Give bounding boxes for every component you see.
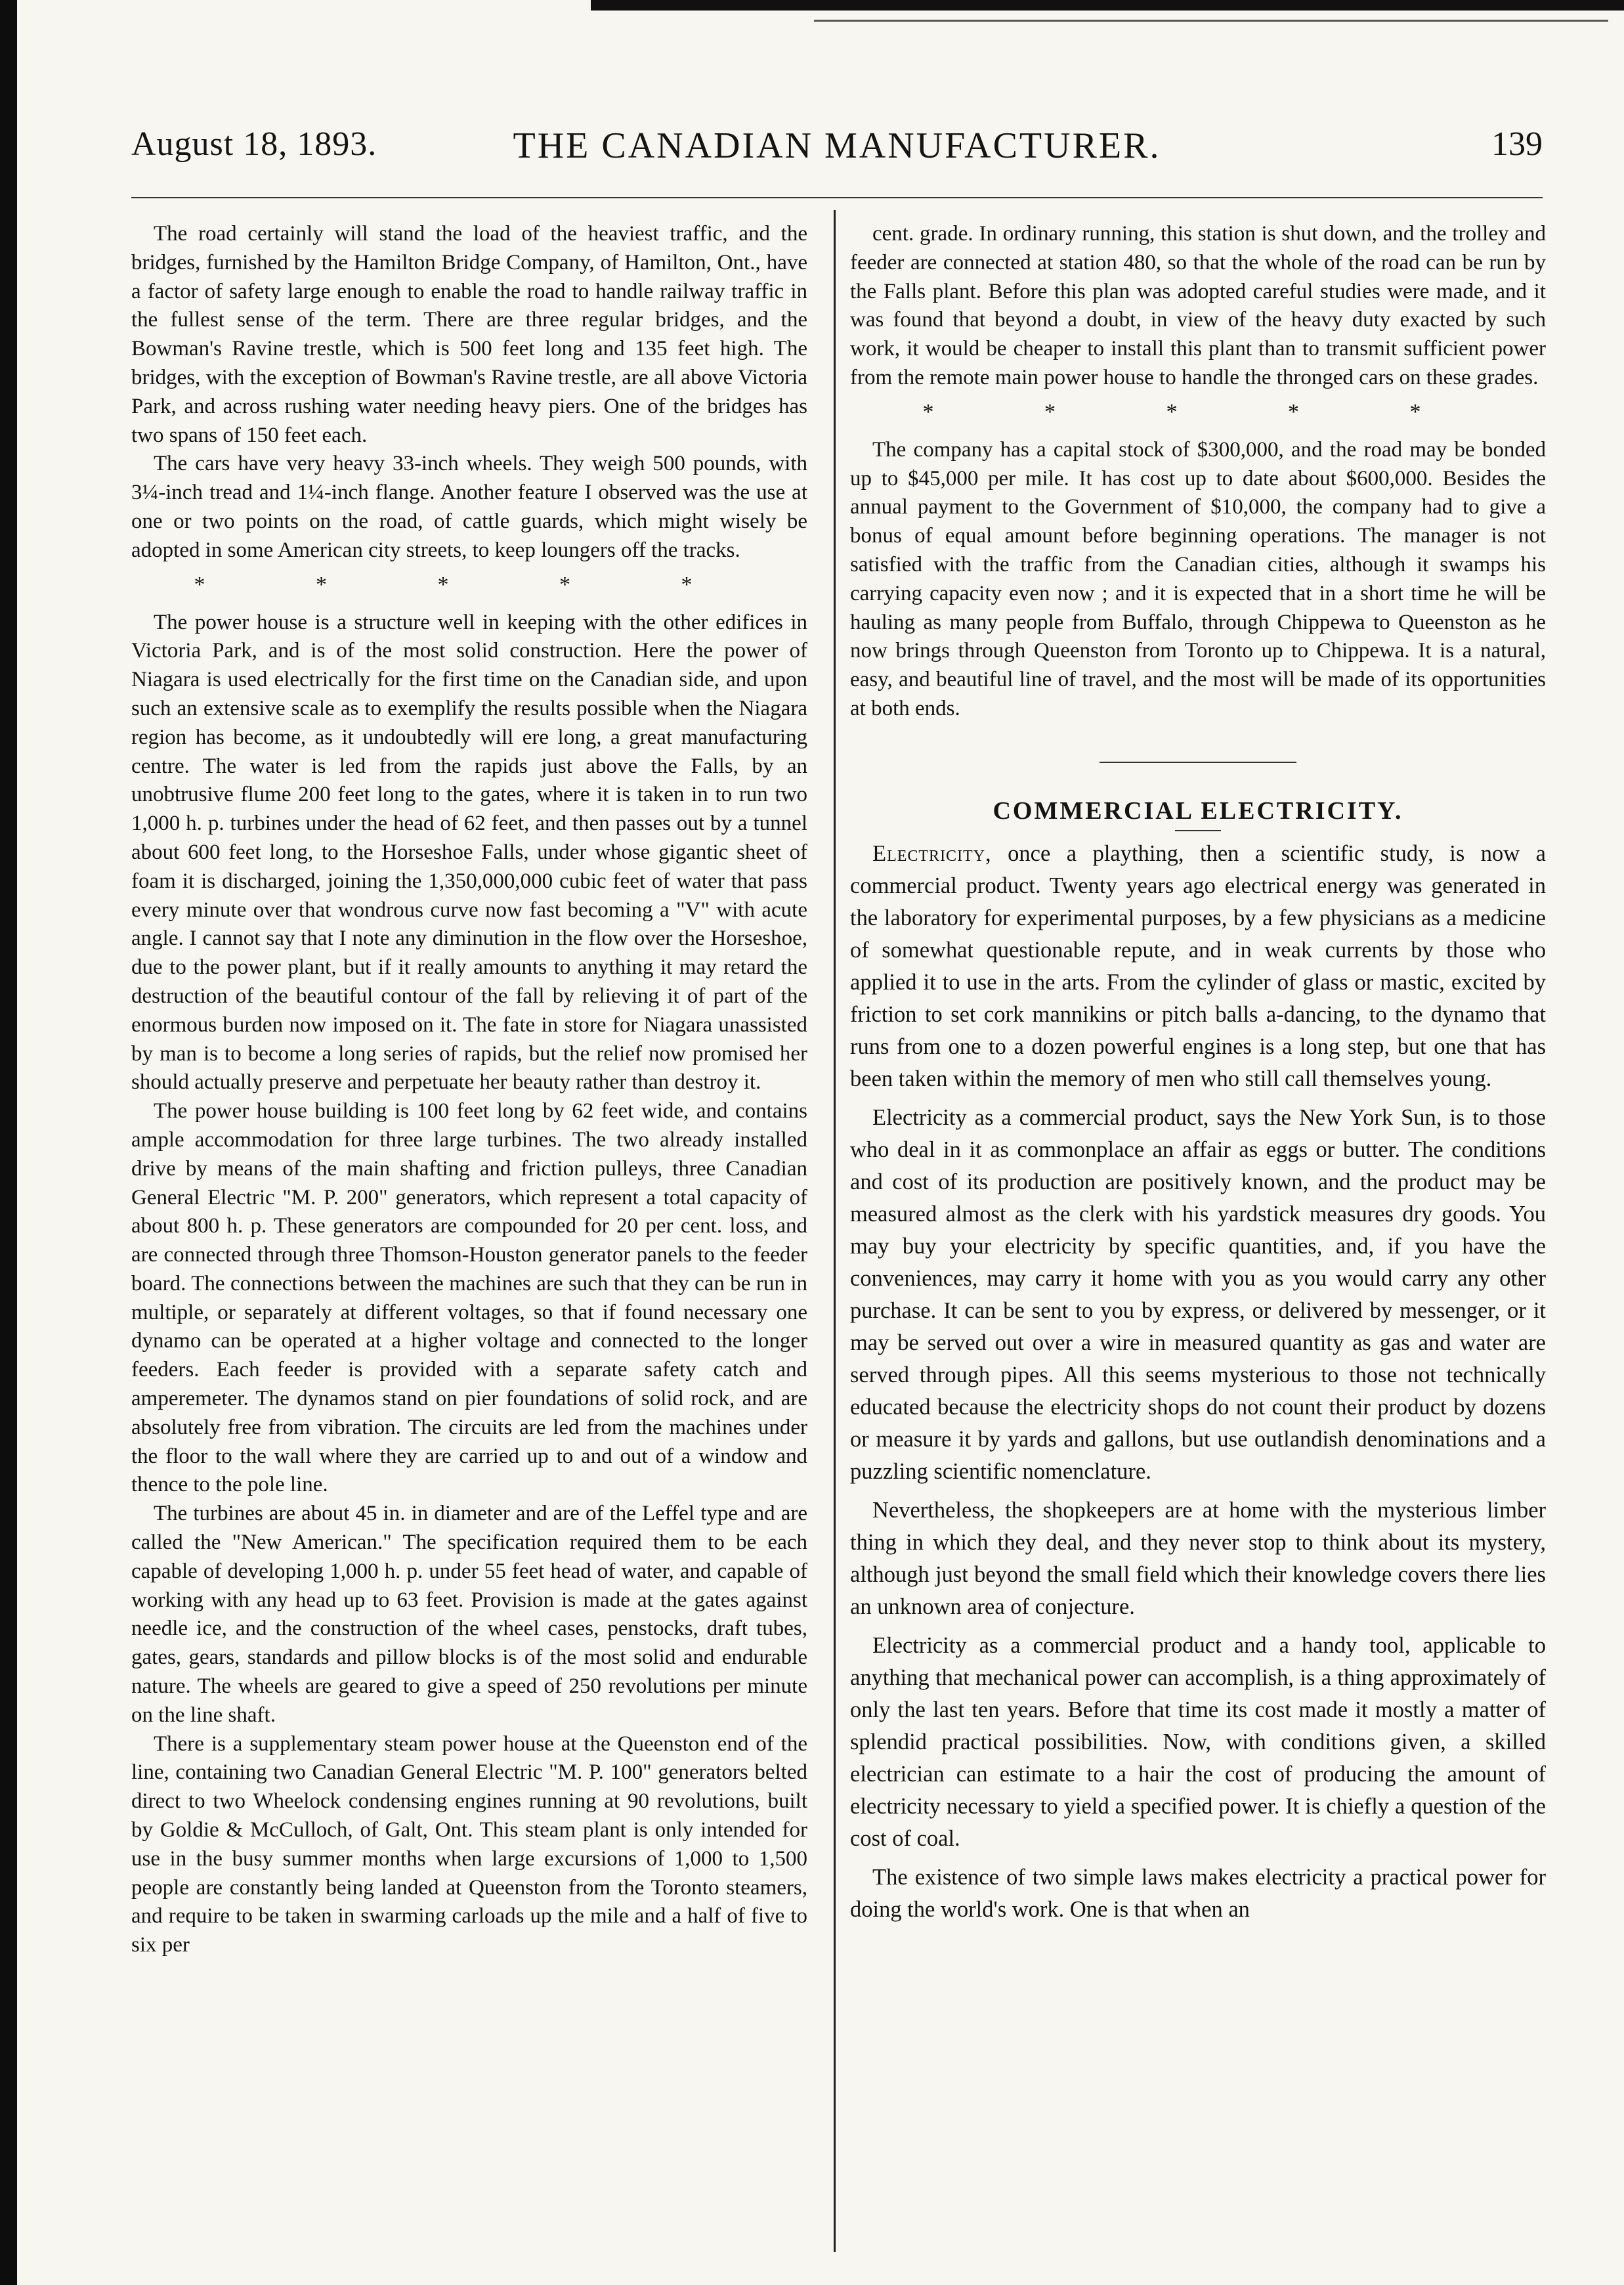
page-number: 139	[1491, 125, 1543, 163]
article-paragraph: The existence of two simple laws makes electricity a practical power for doing the world's work. One is that when an	[850, 1864, 1546, 1922]
paragraph-text: once a plaything, then a scientific study, is now a commercial product. Twenty years ago electrical energy was generated in the laboratory for experimental purposes, by a few physicians as a medicine of somewhat questionable repute, and in weak currents by those who applied it to use in the arts. From the cylinder of glass or mastic, excited by friction to set cork mannikins or pitch balls a-dancing, to the dynamo that runs from one to a dozen powerful engines is a long step, but one that has been taken within the memory of men who still call themselves young.	[850, 840, 1546, 1091]
article-paragraph: Nevertheless, the shopkeepers are at home with the mysterious limber thing in which they deal, and they never stop to think about its mystery, although just beyond the small field which their knowledge covers there lies an unknown area of conjecture.	[850, 1497, 1546, 1619]
title-underline	[1175, 830, 1221, 831]
top-border-thin-rule	[814, 20, 1608, 22]
article-paragraph	[850, 838, 1546, 1095]
article-paragraph: The cars have very heavy 33-inch wheels. They weigh 500 pounds, with 3¼-inch tread and 1¼-inch flange. Another feature I observed was the use at one or two points on the road, of cattle guards, which might wisely be adopted in some American city streets, to keep loungers off the tracks.	[131, 452, 807, 562]
article-paragraph: The company has a capital stock of $300,000, and the road may be bonded up to $45,000 per mile. It has cost up to date about $600,000. Besides the annual payment to the Government of $10,000, the company had to give a bonus of equal amount before beginning operations. The manager is not satisfied with the traffic from the Canadian cities, although it swamps his carrying capacity even now ; and it is expected that in a short time he will be hauling as many people from Buffalo, through Chippewa to Queenston as he now brings through Queenston from Toronto up to Chippewa. It is a natural, easy, and beautiful line of travel, and the most will be made of its opportunities at both ends.	[850, 437, 1546, 720]
section-break-stars: * * * * *	[194, 572, 745, 597]
article-paragraph: The road certainly will stand the load of the heaviest traffic, and the bridges, furnished by the Hamilton Bridge Company, of Hamilton, Ont., have a factor of safety large enough to enable the road to handle railway traffic in the fullest sense of the term. There are three regular bridges, and the Bowman's Ravine trestle, which is 500 feet long and 135 feet high. The bridges, with the exception of Bowman's Ravine trestle, are all above Victoria Park, and across rushing water needing heavy piers. One of the bridges has two spans of 150 feet each.	[131, 222, 807, 447]
article-paragraph: The power house building is 100 feet long by 62 feet wide, and contains ample accommodation for three large turbines. The two already installed drive by means of the main shafting and friction pulleys, three Canadian General Electric "M. P. 200" generators, which represent a total capacity of about 800 h. p. These generators are compounded for 20 per cent. loss, and are connected through three Thomson-Houston generator panels to the feeder board. The connections between the machines are such that they can be run in multiple, or separately at different voltages, so that if found necessary one dynamo can be operated at a higher voltage and connected to the longer feeders. Each feeder is provided with a separate safety catch and amperemeter. The dynamos stand on pier foundations of solid rock, and are absolutely free from vibration. The circuits are led from the machines under the floor to the wall where they are carried up to and out of a window and thence to the pole line.	[131, 1099, 807, 1497]
lead-word: Electricity,	[872, 840, 992, 866]
article-paragraph: The turbines are about 45 in. in diameter and are of the Leffel type and are called the "New American." The specification required them to be each capable of developing 1,000 h. p. under 55 feet head of water, and capable of working with any head up to 63 feet. Provision is made at the gates against needle ice, and the construction of the wheel cases, penstocks, draft tubes, gates, gears, standards and pillow blocks is of the most solid and endurable nature. The wheels are geared to give a speed of 250 revolutions per minute on the line shaft.	[131, 1502, 807, 1727]
article-separator-rule	[1100, 762, 1296, 763]
page-header	[131, 125, 1543, 177]
section-break-stars: * * * * *	[922, 399, 1474, 424]
column-divider	[834, 210, 836, 2252]
paragraph-spacer	[850, 1095, 1546, 1102]
article-paragraph: There is a supplementary steam power house at the Queenston end of the line, containing two Canadian General Electric "M. P. 100" generators belted direct to two Wheelock condensing engines running at 90 revolutions, built by Goldie & McCulloch, of Galt, Ont. This steam plant is only intended for use in the busy summer months when large excursions of 1,000 to 1,500 people are constantly being landed at Queenston from the Toronto steamers, and require to be taken in swarming carloads up the mile and a half of five to six per	[131, 1731, 807, 1957]
left-column	[131, 220, 807, 1960]
article-paragraph: Electricity as a commercial product, says the New York Sun, is to those who deal in it as commonplace an affair as eggs or butter. The conditions and cost of its production are positively known, and the product may be measured almost as the clerk with his yardstick measures dry goods. You may buy your electricity by specific quantities, and, if you have the conveniences, may carry it home with you as you would carry any other purchase. It can be sent to you by express, or delivered by messenger, or it may be served out over a wire in measured quantity as gas and water are served through pipes. All this seems mysterious to those not technically educated because the electricity shops do not count their product by dozens or measure it by yards and gallons, but use outlandish denominations and a puzzling scientific nomenclature.	[850, 1104, 1546, 1484]
issue-date: August 18, 1893.	[131, 125, 377, 163]
article-paragraph: The power house is a structure well in keeping with the other edifices in Victoria Park, and is of the most solid construction. Here the power of Niagara is used electrically for the first time on the Canadian side, and upon such an extensive scale as to exemplify the results possible when the Niagara region has become, as it undoubtedly will ere long, a great manufacturing centre. The water is led from the rapids just above the Falls, by an unobtrusive flume 200 feet long to the gates, where it is taken in to run two 1,000 h. p. turbines under the head of 62 feet, and then passes out by a tunnel about 600 feet long, to the Horseshoe Falls, under whose gigantic sheet of foam it is discharged, joining the 1,350,000,000 cubic feet of water that pass every minute over that wondrous curve now fast becoming a "V" with acute angle. I cannot say that I note any diminution in the flow over the Horseshoe, due to the power plant, but if it really amounts to anything it may retard the destruction of the beautiful contour of the fall by relieving it of part of the enormous burden now imposed on it. The fate in store for Niagara unassisted by man is to become a long series of rapids, but the relief now promised her should actually preserve and perpetuate her beauty rather than destroy it.	[131, 610, 807, 1095]
article-title: COMMERCIAL ELECTRICITY.	[993, 796, 1403, 825]
paragraph-spacer	[850, 1488, 1546, 1494]
paragraph-spacer	[850, 1623, 1546, 1630]
article-paragraph: Electricity as a commercial product and a handy tool, applicable to anything that mechanical power can accomplish, is a thing approximately of only the last ten years. Before that time its cost made it mostly a matter of splendid practical possibilities. Now, with conditions given, a skilled electrician can estimate to a hair the cost of producing the amount of electricity necessary to yield a specified power. It is chiefly a question of the cost of coal.	[850, 1632, 1546, 1851]
header-rule	[131, 197, 1543, 198]
top-border-rule	[591, 0, 1624, 11]
scan-edge-shadow	[0, 0, 17, 2285]
article-paragraph: cent. grade. In ordinary running, this station is shut down, and the trolley and feeder are connected at station 480, so that the whole of the road can be run by the Falls plant. Before this plan was adopted careful studies were made, and it was found that beyond a doubt, in view of the heavy duty exacted by such work, it would be cheaper to install this plant than to transmit sufficient power from the remote main power house to handle the thronged cars on these grades.	[850, 222, 1546, 389]
paragraph-spacer	[850, 1855, 1546, 1861]
right-column	[850, 220, 1546, 1926]
publication-title: THE CANADIAN MANUFACTURER.	[513, 125, 1161, 166]
